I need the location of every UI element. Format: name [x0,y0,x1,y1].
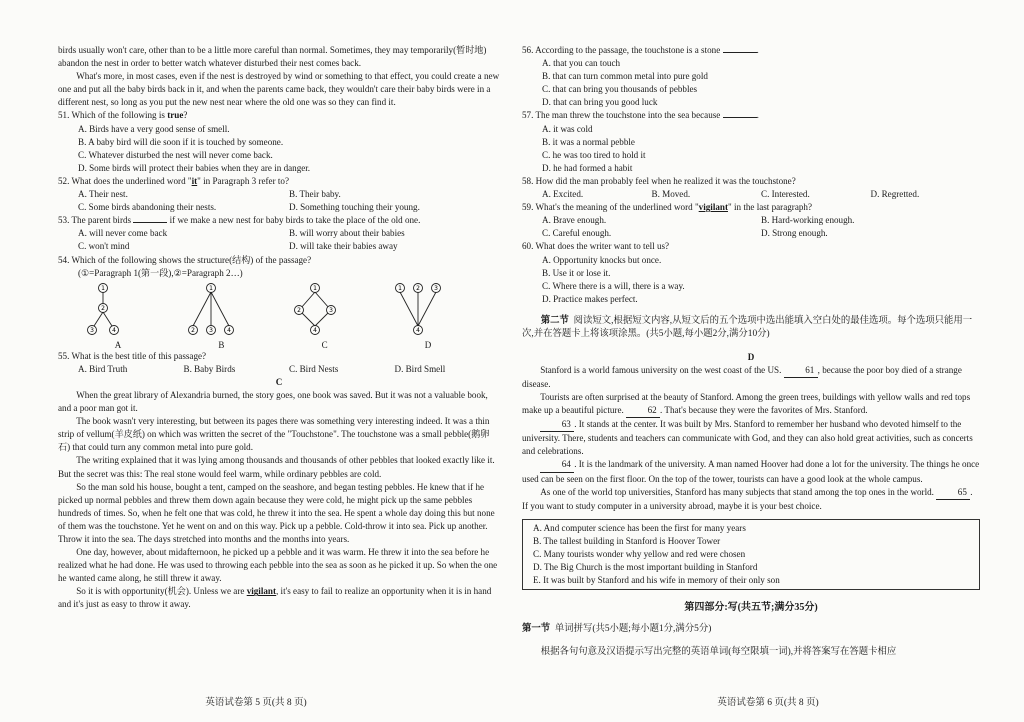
section-d-heading: D [747,351,755,362]
passage-d-paragraph-4 [522,458,980,485]
passage-d-paragraph-5 [522,486,980,513]
q52-stem: 52. What does the underlined word " [58,175,192,186]
q59-keyword: vigilant [698,202,728,213]
question-51 [58,109,500,174]
q56-option-a: A. that you can touch [542,58,621,69]
q53-option-a: A. will never come back [78,228,168,239]
passage-d-paragraph-3 [522,418,980,458]
q59-option-b: B. Hard-working enough. [761,215,855,226]
q58-option-a: A. Excited. [542,189,584,200]
svg-text:2: 2 [191,326,196,334]
part2-title: 第二节 [540,316,569,327]
q55-option-c: C. Bird Nests [289,363,339,374]
question-60 [522,240,980,305]
q51-option-b: B. A baby bird will die soon if it is touched by someone. [78,136,284,147]
q51-option-c: C. Whatever disturbed the nest will never come back. [78,149,273,160]
c6-text-b: , it's easy to fail to realize an opportunity when it is in hand and it's just as easy to throw it away. [58,586,492,610]
q54-note: (①=Paragraph 1(第一段),②=Paragraph 2…) [78,267,243,278]
structure-diagram-c [285,282,365,350]
q57-option-b: B. it was a normal pebble [542,136,635,147]
q51-stem: 51. Which of the following is [58,110,168,121]
section1-heading [522,623,980,636]
passage-d-paragraph-2 [522,391,980,418]
q52-option-b: B. Their baby. [289,189,341,200]
q57-option-d: D. he had formed a habit [542,162,633,173]
svg-text:1: 1 [312,284,317,292]
svg-text:3: 3 [209,326,214,334]
svg-text:2: 2 [101,304,105,312]
q59-stem-end: " in the last paragraph? [727,202,812,213]
svg-text:3: 3 [328,306,333,314]
svg-text:1: 1 [209,284,214,292]
passage-c-paragraph-3: The writing explained that it was lying among thousands and thousands of other pebbles that looked exactly like it. But the secret was this: The real stone would feel warm, while ordinary pebbles are cold. [58,455,495,479]
part4-heading: 第四部分:写(共五节;满分35分) [684,602,818,614]
question-55 [58,350,500,376]
question-56 [522,44,980,109]
svg-text:2: 2 [296,306,301,314]
q56-option-b: B. that can turn common metal into pure gold [542,71,708,82]
section1-title: 第一节 [522,624,551,635]
svg-text:1: 1 [101,284,105,292]
q53-blank [133,222,167,223]
q57-stem-end: . [756,110,759,121]
box-option-c: C. Many tourists wonder why yellow and red were chosen [533,548,746,559]
svg-text:4: 4 [227,326,232,334]
diagram-label-d: D [424,339,432,350]
passage-c-paragraph-5: One day, however, about midafternoon, he picked up a pebble and it was warm. He threw it into the sea before he realized what he had done. He was used to throwing each pebble into the sea as soon as he picked it up. So when the one he wanted came along, he still threw it away. [58,547,498,584]
d1-text-b: , because the poor boy died of a strange disease. [522,364,962,389]
d5-text-a: As one of the world top universities, Stanford has many subjects that stand among the top ones in the world. [540,486,937,497]
passage-c-paragraph-6 [58,585,500,611]
diagram-label-a: A [114,339,122,350]
q52-keyword: it [191,175,198,186]
q52-option-a: A. Their nest. [78,189,128,200]
svg-text:3: 3 [434,284,438,292]
question-52 [58,175,500,214]
d3-text: . It stands at the center. It was built by Mrs. Stanford to remember her husband who devoted himself to the university. There, students and teachers can communicate with God, and they can also hold great activities, such as concerts and celebrations. [522,419,973,457]
q58-option-c: C. Interested. [761,189,810,200]
d5-text-b: . If you want to study computer in a university abroad, maybe it is your best choice. [522,486,973,511]
diagram-label-c: C [321,339,328,350]
q51-keyword: true [167,110,184,121]
structure-diagram-a [78,282,158,350]
q57-stem: 57. The man threw the touchstone into the sea because [522,110,723,121]
diagram-label-b: B [218,339,225,350]
d1-text-a: Stanford is a world famous university on the west coast of the US. [540,364,784,375]
q55-option-d: D. Bird Smell [394,363,446,374]
q51-option-d: D. Some birds will protect their babies when they are in danger. [78,162,311,173]
passage-c-paragraph-4: So the man sold his house, bought a tent, camped on the seashore, and began testing pebbles. He knew that if he picked up normal pebbles and threw them down again because they were cold, he might pick up the same pebbles hundreds of times. So, when he felt one that was cold, he threw it into the sea. He spent a whole day doing this but none of them was the touchstone. Yet he went on and on this way. Pick up a pebble. Cold-throw it into sea. Pick up another. Throw it into the sea. The days stretched into months and the months into years. [58,481,495,544]
q58-stem: 58. How did the man probably feel when he realized it was the touchstone? [522,175,796,186]
svg-text:3: 3 [90,326,94,334]
d2-text-b: . That's because they were the favorites of Mrs. Stanford. [660,405,868,416]
blank-64: 64 [540,458,574,472]
question-58 [522,175,980,201]
blank-62: 62 [626,404,660,418]
q56-option-d: D. that can bring you good luck [542,97,658,108]
structure-diagrams [78,282,468,350]
box-option-e: E. It was built by Stanford and his wife in memory of their only son [533,575,780,586]
question-57 [522,109,980,174]
q59-option-c: C. Careful enough. [542,228,612,239]
q53-option-d: D. will take their babies away [289,241,398,252]
section1-text: 单词拼写(共5小题;每小题1分,满分5分) [554,624,712,635]
q57-blank [723,117,757,118]
passage-c-paragraph-1: When the great library of Alexandria burned, the story goes, one book was saved. But it was not a valuable book, and a poor man got it. [58,389,488,414]
part2-instructions [522,315,980,341]
box-option-d: D. The Big Church is the most important building in Stanford [533,562,758,573]
q53-stem-end: if we make a new nest for baby birds to take the place of the old one. [167,215,421,226]
q58-option-d: D. Regretted. [870,189,920,200]
q53-stem: 53. The parent birds [58,215,134,226]
right-page [512,0,1024,722]
d4-text: . It is the landmark of the university. A man named Hoover had done a lot for the university. The things he once used can be seen on the first floor. On the top of the tower, tourists can have a good look at the whole campus. [522,459,980,484]
svg-text:4: 4 [312,326,317,334]
q56-stem-end: . [756,45,759,55]
structure-diagram-b [181,282,261,350]
q57-option-a: A. it was cold [542,123,593,134]
q56-stem: 56. According to the passage, the touchstone is a stone [522,45,723,55]
blank-63: 63 [540,418,574,432]
box-option-a: A. And computer science has been the first for many years [533,522,746,533]
section1-instructions: 根据各句句意及汉语提示写出完整的英语单词(每空限填一词),并将答案写在答题卡相应 [540,646,897,657]
q55-option-a: A. Bird Truth [78,363,128,374]
q51-option-a: A. Birds have a very good sense of smell. [78,123,230,134]
question-53 [58,214,500,253]
q60-stem: 60. What does the writer want to tell us? [522,241,670,252]
question-54 [58,254,500,350]
q56-option-c: C. that can bring you thousands of pebbles [542,84,698,95]
q53-option-c: C. won't mind [78,241,130,252]
svg-text:4: 4 [416,326,420,334]
svg-text:4: 4 [112,326,116,334]
blank-61: 61 [784,364,818,378]
q60-option-b: B. Use it or lose it. [542,267,611,278]
d2-text-a: Tourists are often surprised at the beauty of Stanford. Among the green trees, buildings with yellow walls and red tops make up a beautiful picture. [522,391,971,416]
question-59 [522,201,980,240]
c6-text-a: So it is with opportunity(机会). Unless we are [76,586,247,597]
passage-c-paragraph-2: The book wasn't very interesting, but between its pages there was something very interesting indeed. It was a thin strip of vellum(羊皮纸) on which was written the secret of the "Touchstone". The touchstone was a small pebble(鹅卵石) that could turn any common metal into pure gold. [58,416,490,453]
section-c-heading: C [275,376,283,387]
q54-stem: 54. Which of the following shows the structure(结构) of the passage? [58,254,312,265]
blank-65: 65 [936,486,970,500]
svg-text:1: 1 [398,284,402,292]
page-footer-left: 英语试卷第 5 页(共 8 页) [205,698,307,708]
q52-option-c: C. Some birds abandoning their nests. [78,202,217,213]
options-box [522,519,980,590]
q60-option-a: A. Opportunity knocks but once. [542,254,662,265]
q52-stem-end: " in Paragraph 3 refer to? [197,175,290,186]
vigilant-word: vigilant [246,586,276,597]
passage-d-paragraph-1 [522,364,980,391]
q55-option-b: B. Baby Birds [183,363,236,374]
q53-option-b: B. will worry about their babies [289,228,405,239]
q59-stem: 59. What's the meaning of the underlined word " [522,202,699,213]
q55-stem: 55. What is the best title of this passage? [58,350,207,361]
svg-text:2: 2 [416,284,420,292]
q60-option-c: C. Where there is a will, there is a way. [542,280,685,291]
box-option-b: B. The tallest building in Stanford is Hoover Tower [533,535,721,546]
q52-option-d: D. Something touching their young. [289,202,420,213]
part2-text: 阅读短文,根据短文内容,从短文后的五个选项中选出能填入空白处的最佳选项。每个选项只能用一次,并在答题卡上将该项涂黑。(共5小题,每小题2分,满分10分) [522,316,973,340]
q59-option-a: A. Brave enough. [542,215,607,226]
q57-option-c: C. he was too tired to hold it [542,149,646,160]
q56-blank [723,52,757,53]
page-footer-right: 英语试卷第 6 页(共 8 页) [717,698,819,708]
structure-diagram-d [388,282,468,350]
q58-option-b: B. Moved. [651,189,691,200]
q60-option-d: D. Practice makes perfect. [542,293,638,304]
q59-option-d: D. Strong enough. [761,228,828,239]
q51-stem-end: ? [183,110,188,121]
passage-b-continued: birds usually won't care, other than to be a little more careful than normal. Sometimes, they may temporarily(暂时地) abandon the nest in order to better watch whatever disturbed their nest comes back. [58,45,487,69]
passage-b-paragraph: What's more, in most cases, even if the nest is destroyed by wind or something to that effect, you could create a new one and put all the baby birds back in it, and when the parents came back, they wouldn't care their baby birds were in a different nest, so long as you put the new nest near where the old one was so they can find it. [58,71,500,108]
